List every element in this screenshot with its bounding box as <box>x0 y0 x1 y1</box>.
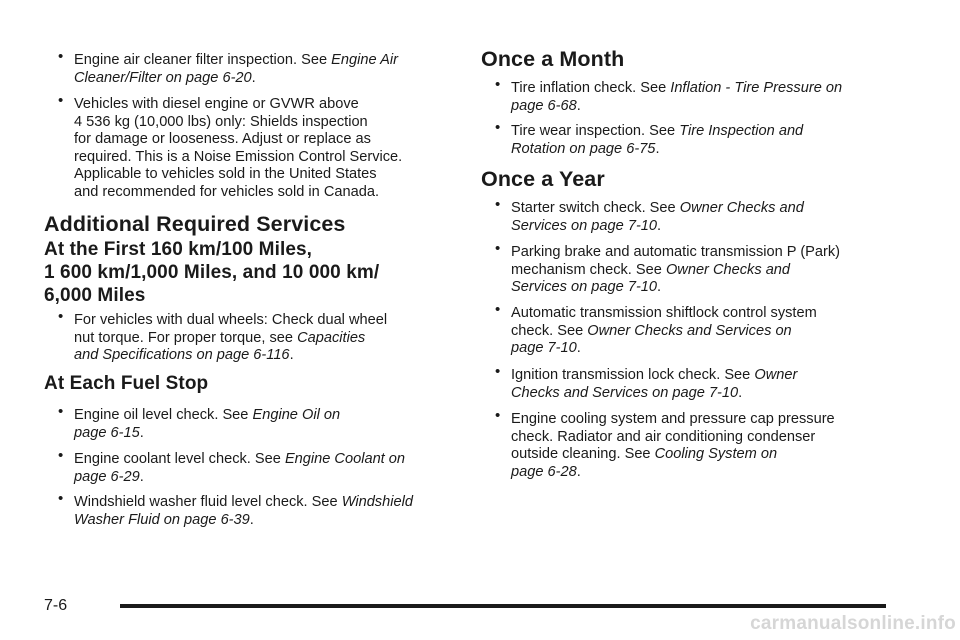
bullet-icon: • <box>58 403 64 420</box>
text-line <box>74 312 387 330</box>
text-line <box>74 407 340 425</box>
list-item <box>481 407 835 481</box>
list-item <box>481 119 804 158</box>
text-run: . <box>657 217 662 234</box>
list-item <box>481 76 843 115</box>
text-run: . <box>249 511 254 528</box>
text-run: . <box>139 468 144 485</box>
text-line <box>511 446 835 464</box>
text-line <box>511 385 797 403</box>
page-number: 7-6 <box>44 597 68 614</box>
heading-line: 6,000 Miles <box>44 285 146 306</box>
bullet-icon: • <box>495 407 501 424</box>
subheading-fuel-stop: At Each Fuel Stop <box>44 373 209 394</box>
text-line <box>74 184 402 202</box>
text-run: check. See <box>511 322 588 339</box>
text-line <box>511 305 817 323</box>
bullet-icon: • <box>58 490 64 507</box>
text-line <box>511 464 835 482</box>
list-item <box>44 92 403 202</box>
text-run: Parking brake and automatic transmission P (Park) <box>511 244 841 260</box>
text-run: . <box>738 384 743 401</box>
text-line <box>74 330 387 348</box>
cross-reference: Washer Fluid on page 6-39 <box>74 511 250 528</box>
section-heading-year: Once a Year <box>481 167 605 191</box>
cross-reference: Tire Inspection and <box>679 123 804 139</box>
cross-reference: Cooling System on <box>654 446 778 463</box>
bullet-icon: • <box>495 240 501 257</box>
text-run: 4 536 kg (10,000 lbs) only: Shields inspection <box>74 113 368 130</box>
bullet-icon: • <box>495 76 501 93</box>
heading-line: At the First 160 km/100 Miles, <box>44 239 313 260</box>
cross-reference: Services on page 7-10 <box>511 279 658 296</box>
cross-reference: Capacities <box>297 329 366 346</box>
bullet-icon: • <box>495 301 501 318</box>
cross-reference: Engine Coolant on <box>284 451 406 467</box>
text-run: Ignition transmission lock check. See <box>511 367 755 383</box>
text-line <box>511 123 803 141</box>
text-run: required. This is a Noise Emission Control Service. <box>74 148 403 165</box>
list-item <box>481 363 798 402</box>
text-run: Tire wear inspection. See <box>511 123 680 139</box>
text-run: Engine coolant level check. See <box>74 451 285 467</box>
cross-reference: Owner Checks and Services on <box>587 322 792 339</box>
text-line <box>74 114 402 132</box>
text-line <box>74 52 398 70</box>
list-item <box>44 48 398 87</box>
watermark-text: carmanualsonline.info <box>750 613 956 634</box>
text-run: Starter switch check. See <box>511 200 680 216</box>
subheading-first-service <box>44 238 379 307</box>
text-run: Windshield washer fluid level check. See <box>74 494 342 510</box>
cross-reference: Engine Oil on <box>252 407 341 423</box>
cross-reference: page 6-68 <box>511 97 577 114</box>
text-run: Tire inflation check. See <box>511 80 671 96</box>
text-line <box>74 347 387 365</box>
text-run: . <box>251 69 256 86</box>
text-line <box>74 131 402 149</box>
cross-reference: Windshield <box>341 494 413 510</box>
text-run: nut torque. For proper torque, see <box>74 329 298 346</box>
text-line <box>511 429 835 447</box>
text-line <box>511 340 817 358</box>
bullet-icon: • <box>495 363 501 380</box>
text-line <box>74 512 413 530</box>
cross-reference: Rotation on page 6-75 <box>511 140 656 157</box>
list-item <box>481 240 841 297</box>
text-run: outside cleaning. See <box>511 446 655 463</box>
bullet-icon: • <box>495 119 501 136</box>
cross-reference: Engine Air <box>331 52 398 68</box>
bullet-icon: • <box>58 92 64 109</box>
text-line <box>511 141 803 159</box>
text-run: Engine cooling system and pressure cap pressure <box>511 411 835 427</box>
text-run: Automatic transmission shiftlock control system <box>511 305 817 321</box>
text-line <box>511 279 840 297</box>
text-run: . <box>576 463 581 480</box>
text-run: . <box>655 140 660 157</box>
text-line <box>511 244 840 262</box>
text-line <box>511 262 840 280</box>
cross-reference: Owner <box>754 367 798 383</box>
text-run: mechanism check. See <box>511 261 666 278</box>
text-line <box>74 425 340 443</box>
cross-reference: page 6-28 <box>511 463 577 480</box>
section-heading-month: Once a Month <box>481 47 625 71</box>
bullet-icon: • <box>58 48 64 65</box>
text-line <box>74 469 405 487</box>
text-run: . <box>576 97 581 114</box>
list-item <box>44 447 406 486</box>
text-run: Applicable to vehicles sold in the United States <box>74 166 377 183</box>
text-line <box>74 451 405 469</box>
cross-reference: Services on page 7-10 <box>511 217 658 234</box>
text-line <box>74 494 413 512</box>
cross-reference: Owner Checks and <box>679 200 804 216</box>
text-line <box>511 98 842 116</box>
text-line <box>74 96 402 114</box>
cross-reference: page 7-10 <box>511 340 577 357</box>
text-run: For vehicles with dual wheels: Check dual wheel <box>74 312 388 328</box>
cross-reference: page 6-29 <box>74 468 140 485</box>
bullet-icon: • <box>58 447 64 464</box>
heading-line: 1 600 km/1,000 Miles, and 10 000 km/ <box>44 262 380 283</box>
cross-reference: and Specifications on page 6-116 <box>74 347 290 364</box>
bullet-icon: • <box>58 308 64 325</box>
text-line <box>511 323 817 341</box>
text-run: . <box>139 424 144 441</box>
list-item <box>481 196 804 235</box>
text-run: check. Radiator and air conditioning condenser <box>511 428 816 445</box>
text-run: . <box>657 279 662 296</box>
text-line <box>511 200 804 218</box>
cross-reference: Cleaner/Filter on page 6-20 <box>74 69 252 86</box>
text-line <box>74 166 402 184</box>
section-heading-additional: Additional Required Services <box>44 212 346 236</box>
text-run: Engine air cleaner filter inspection. See <box>74 52 332 68</box>
text-line <box>511 411 835 429</box>
text-line <box>511 80 842 98</box>
list-item <box>44 403 341 442</box>
text-run: Vehicles with diesel engine or GVWR above <box>74 96 359 112</box>
text-line <box>74 149 402 167</box>
text-run: for damage or looseness. Adjust or replace as <box>74 131 371 148</box>
cross-reference: Checks and Services on page 7-10 <box>511 384 739 401</box>
text-run: . <box>289 347 294 364</box>
cross-reference: Owner Checks and <box>665 261 791 278</box>
cross-reference: Inflation - Tire Pressure on <box>670 80 843 96</box>
text-line <box>511 218 804 236</box>
list-item <box>44 308 388 365</box>
text-line <box>74 70 398 88</box>
list-item <box>481 301 817 358</box>
list-item <box>44 490 413 529</box>
text-run: . <box>576 340 581 357</box>
text-run: and recommended for vehicles sold in Canada. <box>74 183 380 200</box>
cross-reference: page 6-15 <box>74 424 140 441</box>
text-run: Engine oil level check. See <box>74 407 253 423</box>
footer-rule <box>120 604 886 608</box>
bullet-icon: • <box>495 196 501 213</box>
text-line <box>511 367 797 385</box>
